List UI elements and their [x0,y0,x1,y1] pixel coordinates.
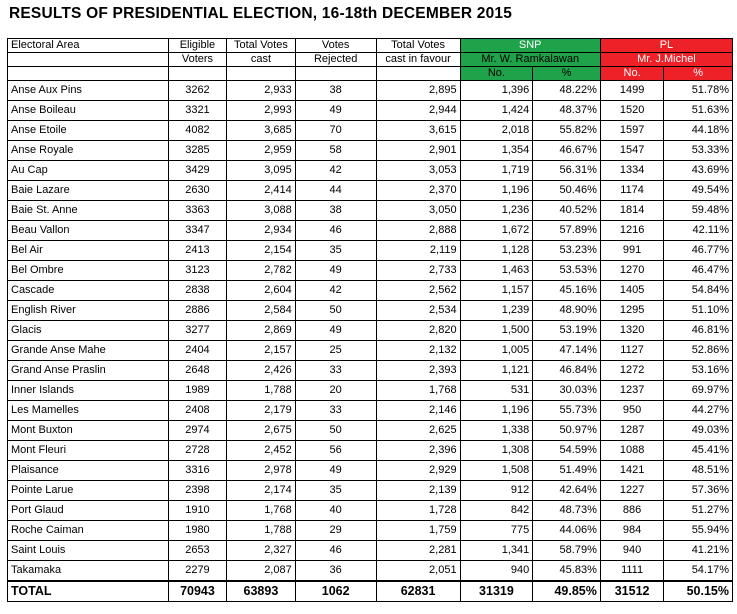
rejected-cell: 49 [295,461,376,481]
eligible-cell: 1980 [168,521,226,541]
area-cell: Saint Louis [8,541,169,561]
rejected-cell: 56 [295,441,376,461]
page-title: RESULTS OF PRESIDENTIAL ELECTION, 16-18th DECEMBER 2015 [9,5,513,22]
header-area: Electoral Area [8,39,169,53]
eligible-cell: 2648 [168,361,226,381]
snp-no-cell: 1,341 [460,541,533,561]
eligible-cell: 2408 [168,401,226,421]
eligible-cell: 4082 [168,121,226,141]
cast-cell: 2,604 [227,281,296,301]
area-cell: Bel Ombre [8,261,169,281]
total-snp-pct: 49.85% [533,581,601,602]
area-cell: English River [8,301,169,321]
snp-pct-cell: 58.79% [533,541,601,561]
eligible-cell: 2413 [168,241,226,261]
rejected-cell: 29 [295,521,376,541]
cast-cell: 2,675 [227,421,296,441]
snp-no-cell: 912 [460,481,533,501]
eligible-cell: 3316 [168,461,226,481]
cast-cell: 2,782 [227,261,296,281]
snp-pct-cell: 42.64% [533,481,601,501]
pl-no-cell: 1111 [600,561,663,582]
area-cell: Pointe Larue [8,481,169,501]
rejected-cell: 46 [295,541,376,561]
snp-no-cell: 1,463 [460,261,533,281]
pl-pct-cell: 49.03% [664,421,733,441]
results-body [8,81,733,582]
area-cell: Plaisance [8,461,169,481]
cast-cell: 2,978 [227,461,296,481]
favour-cell: 3,615 [376,121,460,141]
rejected-cell: 49 [295,101,376,121]
eligible-cell: 3285 [168,141,226,161]
header-blank [376,67,460,81]
pl-pct-cell: 49.54% [664,181,733,201]
cast-cell: 2,993 [227,101,296,121]
total-pl-no: 31512 [600,581,663,602]
table-row [8,241,733,261]
snp-pct-cell: 53.53% [533,261,601,281]
area-cell: Anse Aux Pins [8,81,169,101]
area-cell: Glacis [8,321,169,341]
header-cast-sub: cast [227,53,296,67]
eligible-cell: 2728 [168,441,226,461]
table-row [8,501,733,521]
favour-cell: 2,820 [376,321,460,341]
total-rejected: 1062 [295,581,376,602]
snp-no-cell: 1,338 [460,421,533,441]
rejected-cell: 20 [295,381,376,401]
favour-cell: 2,132 [376,341,460,361]
area-cell: Baie Lazare [8,181,169,201]
cast-cell: 2,414 [227,181,296,201]
rejected-cell: 33 [295,361,376,381]
snp-pct-cell: 48.37% [533,101,601,121]
pl-no-cell: 1295 [600,301,663,321]
pl-no-cell: 1287 [600,421,663,441]
rejected-cell: 49 [295,261,376,281]
pl-pct-cell: 46.47% [664,261,733,281]
area-cell: Roche Caiman [8,521,169,541]
cast-cell: 2,327 [227,541,296,561]
snp-pct-cell: 30.03% [533,381,601,401]
pl-no-cell: 1405 [600,281,663,301]
snp-no-cell: 1,354 [460,141,533,161]
snp-no-cell: 775 [460,521,533,541]
header-row-2 [8,53,733,67]
favour-cell: 1,728 [376,501,460,521]
header-eligible: Eligible [168,39,226,53]
table-row [8,141,733,161]
pl-pct-cell: 46.77% [664,241,733,261]
snp-no-cell: 1,196 [460,401,533,421]
header-pl-pct: % [664,67,733,81]
eligible-cell: 2398 [168,481,226,501]
area-cell: Au Cap [8,161,169,181]
rejected-cell: 33 [295,401,376,421]
header-row-1 [8,39,733,53]
pl-no-cell: 1421 [600,461,663,481]
pl-pct-cell: 45.41% [664,441,733,461]
table-row [8,421,733,441]
table-row [8,101,733,121]
favour-cell: 2,733 [376,261,460,281]
pl-pct-cell: 44.18% [664,121,733,141]
snp-no-cell: 1,128 [460,241,533,261]
table-row [8,361,733,381]
cast-cell: 3,088 [227,201,296,221]
eligible-cell: 3321 [168,101,226,121]
pl-pct-cell: 52.86% [664,341,733,361]
cast-cell: 2,934 [227,221,296,241]
favour-cell: 2,393 [376,361,460,381]
total-eligible: 70943 [168,581,226,602]
eligible-cell: 2404 [168,341,226,361]
snp-pct-cell: 56.31% [533,161,601,181]
total-cast: 63893 [227,581,296,602]
rejected-cell: 38 [295,201,376,221]
snp-no-cell: 1,672 [460,221,533,241]
table-row [8,321,733,341]
snp-pct-cell: 50.46% [533,181,601,201]
area-cell: Bel Air [8,241,169,261]
favour-cell: 2,929 [376,461,460,481]
favour-cell: 2,534 [376,301,460,321]
pl-pct-cell: 53.33% [664,141,733,161]
area-cell: Grand Anse Praslin [8,361,169,381]
snp-pct-cell: 45.83% [533,561,601,582]
header-pl: PL [600,39,732,53]
cast-cell: 2,174 [227,481,296,501]
rejected-cell: 40 [295,501,376,521]
favour-cell: 2,895 [376,81,460,101]
area-cell: Mont Buxton [8,421,169,441]
area-cell: Anse Etoile [8,121,169,141]
snp-pct-cell: 47.14% [533,341,601,361]
area-cell: Beau Vallon [8,221,169,241]
eligible-cell: 2838 [168,281,226,301]
pl-pct-cell: 55.94% [664,521,733,541]
favour-cell: 2,119 [376,241,460,261]
snp-no-cell: 1,424 [460,101,533,121]
area-cell: Cascade [8,281,169,301]
rejected-cell: 42 [295,281,376,301]
area-cell: Port Glaud [8,501,169,521]
pl-no-cell: 1499 [600,81,663,101]
rejected-cell: 58 [295,141,376,161]
pl-no-cell: 940 [600,541,663,561]
favour-cell: 2,281 [376,541,460,561]
snp-pct-cell: 51.49% [533,461,601,481]
area-cell: Mont Fleuri [8,441,169,461]
snp-no-cell: 1,239 [460,301,533,321]
rejected-cell: 50 [295,301,376,321]
snp-no-cell: 1,500 [460,321,533,341]
snp-no-cell: 1,121 [460,361,533,381]
cast-cell: 2,157 [227,341,296,361]
eligible-cell: 3429 [168,161,226,181]
snp-no-cell: 1,508 [460,461,533,481]
eligible-cell: 2653 [168,541,226,561]
pl-pct-cell: 48.51% [664,461,733,481]
pl-no-cell: 984 [600,521,663,541]
pl-pct-cell: 59.48% [664,201,733,221]
header-rejected-sub: Rejected [295,53,376,67]
table-row [8,561,733,582]
table-row [8,301,733,321]
favour-cell: 2,888 [376,221,460,241]
rejected-cell: 44 [295,181,376,201]
header-pl-candidate: Mr. J.Michel [600,53,732,67]
header-cast: Total Votes [227,39,296,53]
table-row [8,441,733,461]
snp-pct-cell: 48.22% [533,81,601,101]
table-row [8,461,733,481]
snp-pct-cell: 46.67% [533,141,601,161]
header-snp: SNP [460,39,600,53]
cast-cell: 1,768 [227,501,296,521]
favour-cell: 2,625 [376,421,460,441]
header-snp-pct: % [533,67,601,81]
pl-pct-cell: 51.10% [664,301,733,321]
cast-cell: 3,095 [227,161,296,181]
favour-cell: 2,051 [376,561,460,582]
favour-cell: 2,901 [376,141,460,161]
area-cell: Anse Boileau [8,101,169,121]
header-row-3 [8,67,733,81]
pl-no-cell: 1334 [600,161,663,181]
snp-pct-cell: 55.73% [533,401,601,421]
snp-pct-cell: 57.89% [533,221,601,241]
pl-no-cell: 950 [600,401,663,421]
table-row [8,281,733,301]
pl-no-cell: 1814 [600,201,663,221]
table-row [8,381,733,401]
pl-no-cell: 1227 [600,481,663,501]
snp-pct-cell: 53.19% [533,321,601,341]
rejected-cell: 42 [295,161,376,181]
pl-pct-cell: 51.63% [664,101,733,121]
total-snp-no: 31319 [460,581,533,602]
table-row [8,481,733,501]
area-cell: Baie St. Anne [8,201,169,221]
favour-cell: 2,562 [376,281,460,301]
pl-no-cell: 1216 [600,221,663,241]
table-row [8,521,733,541]
snp-no-cell: 1,005 [460,341,533,361]
total-pl-pct: 50.15% [664,581,733,602]
favour-cell: 2,370 [376,181,460,201]
rejected-cell: 46 [295,221,376,241]
total-favour: 62831 [376,581,460,602]
eligible-cell: 3363 [168,201,226,221]
table-row [8,401,733,421]
favour-cell: 1,759 [376,521,460,541]
cast-cell: 2,933 [227,81,296,101]
snp-pct-cell: 54.59% [533,441,601,461]
pl-no-cell: 886 [600,501,663,521]
snp-no-cell: 1,308 [460,441,533,461]
eligible-cell: 3347 [168,221,226,241]
snp-no-cell: 1,719 [460,161,533,181]
cast-cell: 2,154 [227,241,296,261]
pl-no-cell: 1547 [600,141,663,161]
pl-no-cell: 1237 [600,381,663,401]
header-snp-no: No. [460,67,533,81]
table-row [8,201,733,221]
pl-no-cell: 1270 [600,261,663,281]
cast-cell: 2,179 [227,401,296,421]
eligible-cell: 2630 [168,181,226,201]
eligible-cell: 3123 [168,261,226,281]
eligible-cell: 1989 [168,381,226,401]
pl-pct-cell: 51.78% [664,81,733,101]
pl-no-cell: 1520 [600,101,663,121]
header-blank [8,67,169,81]
pl-pct-cell: 42.11% [664,221,733,241]
pl-no-cell: 991 [600,241,663,261]
snp-no-cell: 1,236 [460,201,533,221]
header-snp-candidate: Mr. W. Ramkalawan [460,53,600,67]
favour-cell: 2,396 [376,441,460,461]
cast-cell: 2,452 [227,441,296,461]
rejected-cell: 49 [295,321,376,341]
pl-no-cell: 1597 [600,121,663,141]
pl-no-cell: 1127 [600,341,663,361]
pl-pct-cell: 46.81% [664,321,733,341]
table-row [8,161,733,181]
area-cell: Inner Islands [8,381,169,401]
pl-pct-cell: 54.17% [664,561,733,582]
header-rejected: Votes [295,39,376,53]
eligible-cell: 2279 [168,561,226,582]
total-label: TOTAL [8,581,169,602]
header-blank [295,67,376,81]
rejected-cell: 25 [295,341,376,361]
favour-cell: 2,139 [376,481,460,501]
snp-pct-cell: 40.52% [533,201,601,221]
header-blank [227,67,296,81]
snp-no-cell: 940 [460,561,533,582]
area-cell: Takamaka [8,561,169,582]
rejected-cell: 38 [295,81,376,101]
pl-pct-cell: 54.84% [664,281,733,301]
snp-no-cell: 1,396 [460,81,533,101]
area-cell: Anse Royale [8,141,169,161]
favour-cell: 3,053 [376,161,460,181]
snp-pct-cell: 46.84% [533,361,601,381]
total-row [8,581,733,602]
eligible-cell: 2974 [168,421,226,441]
eligible-cell: 1910 [168,501,226,521]
header-favour-sub: cast in favour [376,53,460,67]
results-table [7,38,733,602]
cast-cell: 2,584 [227,301,296,321]
cast-cell: 2,087 [227,561,296,582]
cast-cell: 2,959 [227,141,296,161]
snp-no-cell: 1,157 [460,281,533,301]
cast-cell: 2,426 [227,361,296,381]
rejected-cell: 70 [295,121,376,141]
rejected-cell: 50 [295,421,376,441]
table-row [8,221,733,241]
snp-pct-cell: 50.97% [533,421,601,441]
cast-cell: 1,788 [227,521,296,541]
pl-pct-cell: 57.36% [664,481,733,501]
pl-no-cell: 1320 [600,321,663,341]
table-row [8,121,733,141]
snp-pct-cell: 44.06% [533,521,601,541]
area-cell: Grande Anse Mahe [8,341,169,361]
pl-pct-cell: 41.21% [664,541,733,561]
snp-no-cell: 531 [460,381,533,401]
snp-pct-cell: 53.23% [533,241,601,261]
favour-cell: 2,944 [376,101,460,121]
favour-cell: 1,768 [376,381,460,401]
rejected-cell: 36 [295,561,376,582]
favour-cell: 2,146 [376,401,460,421]
header-blank [168,67,226,81]
cast-cell: 3,685 [227,121,296,141]
header-favour: Total Votes [376,39,460,53]
pl-pct-cell: 44.27% [664,401,733,421]
cast-cell: 2,869 [227,321,296,341]
pl-pct-cell: 51.27% [664,501,733,521]
cast-cell: 1,788 [227,381,296,401]
rejected-cell: 35 [295,481,376,501]
eligible-cell: 2886 [168,301,226,321]
snp-pct-cell: 48.73% [533,501,601,521]
area-cell: Les Mamelles [8,401,169,421]
pl-no-cell: 1272 [600,361,663,381]
pl-pct-cell: 69.97% [664,381,733,401]
snp-pct-cell: 45.16% [533,281,601,301]
pl-no-cell: 1174 [600,181,663,201]
pl-pct-cell: 43.69% [664,161,733,181]
eligible-cell: 3262 [168,81,226,101]
header-area-blank [8,53,169,67]
favour-cell: 3,050 [376,201,460,221]
snp-pct-cell: 55.82% [533,121,601,141]
header-eligible-sub: Voters [168,53,226,67]
pl-no-cell: 1088 [600,441,663,461]
table-row [8,81,733,101]
rejected-cell: 35 [295,241,376,261]
table-row [8,541,733,561]
snp-pct-cell: 48.90% [533,301,601,321]
table-row [8,261,733,281]
snp-no-cell: 1,196 [460,181,533,201]
pl-pct-cell: 53.16% [664,361,733,381]
eligible-cell: 3277 [168,321,226,341]
table-row [8,181,733,201]
snp-no-cell: 2,018 [460,121,533,141]
table-row [8,341,733,361]
snp-no-cell: 842 [460,501,533,521]
header-pl-no: No. [600,67,663,81]
